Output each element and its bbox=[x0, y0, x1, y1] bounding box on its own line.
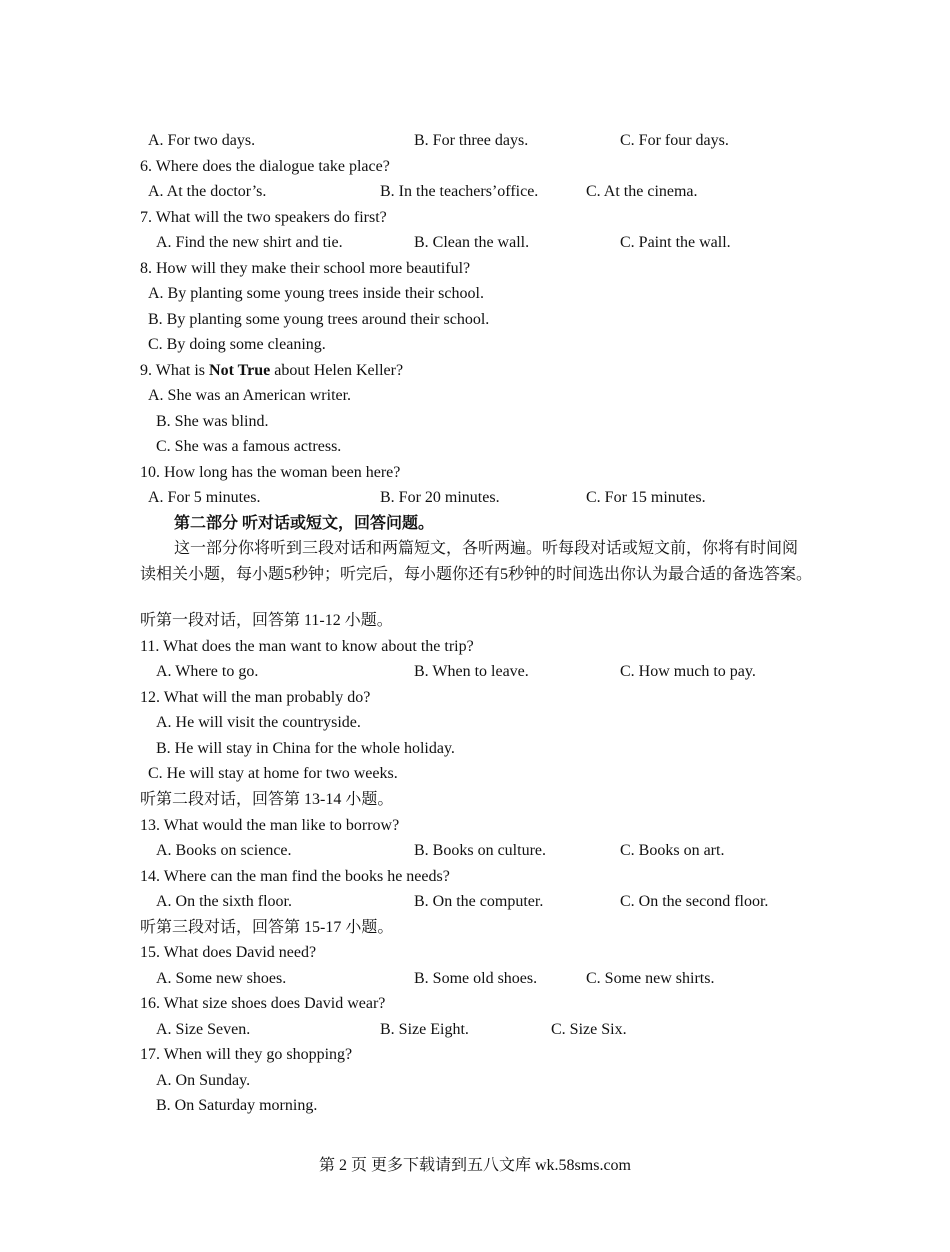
question-13: 13. What would the man like to borrow? bbox=[140, 817, 400, 834]
question-17-option-b: B. On Saturday morning. bbox=[156, 1097, 318, 1114]
question-8-option-b: B. By planting some young trees around their school. bbox=[148, 311, 490, 328]
dialogue-1-intro: 听第一段对话，回答第 11-12 小题。 bbox=[140, 612, 393, 629]
question-17-option-a: A. On Sunday. bbox=[156, 1072, 251, 1089]
question-13-options bbox=[140, 841, 820, 861]
question-12-option-b: B. He will stay in China for the whole holiday. bbox=[156, 740, 455, 757]
dialogue-3-intro: 听第三段对话，回答第 15-17 小题。 bbox=[140, 919, 394, 936]
question-6: 6. Where does the dialogue take place? bbox=[140, 158, 390, 175]
question-15: 15. What does David need? bbox=[140, 944, 317, 961]
option-b: B. For three days. bbox=[414, 132, 529, 149]
question-9-suffix: about Helen Keller? bbox=[270, 362, 404, 379]
question-9-option-c: C. She was a famous actress. bbox=[156, 438, 342, 455]
option-a: A. At the doctor’s. bbox=[148, 183, 267, 200]
option-a: A. For 5 minutes. bbox=[148, 489, 261, 506]
question-7-options bbox=[140, 233, 820, 253]
option-a: A. Some new shoes. bbox=[156, 970, 287, 987]
option-b: B. Some old shoes. bbox=[414, 970, 538, 987]
question-6-options bbox=[140, 182, 820, 202]
question-17: 17. When will they go shopping? bbox=[140, 1046, 353, 1063]
option-b: B. Books on culture. bbox=[414, 842, 546, 859]
page-footer: 第 2 页 更多下载请到五八文库 wk.58sms.com bbox=[318, 1157, 631, 1174]
option-b: B. In the teachers’office. bbox=[380, 183, 539, 200]
option-a: A. For two days. bbox=[148, 132, 256, 149]
question-10: 10. How long has the woman been here? bbox=[140, 464, 401, 481]
option-a: A. Where to go. bbox=[156, 663, 259, 680]
question-7: 7. What will the two speakers do first? bbox=[140, 209, 387, 226]
question-5-options bbox=[140, 131, 820, 151]
option-a: A. Books on science. bbox=[156, 842, 292, 859]
section-instructions: 这一部分你将听到三段对话和两篇短文，各听两遍。听每段对话或短文前，你将有时间阅读相关小题，每小题5秒钟；听完后，每小题你还有5秒钟的时间选出你认为最合适的备选答案。 bbox=[140, 540, 813, 583]
question-9-prefix: 9. What is bbox=[140, 362, 210, 379]
option-a: A. Size Seven. bbox=[156, 1021, 251, 1038]
option-a: A. On the sixth floor. bbox=[156, 893, 292, 910]
question-9-option-a: A. She was an American writer. bbox=[148, 387, 352, 404]
question-8: 8. How will they make their school more beautiful? bbox=[140, 260, 471, 277]
option-a: A. Find the new shirt and tie. bbox=[156, 234, 343, 251]
option-b: B. Size Eight. bbox=[380, 1021, 469, 1038]
question-11-options bbox=[140, 662, 820, 682]
option-b: B. For 20 minutes. bbox=[380, 489, 500, 506]
option-b: B. When to leave. bbox=[414, 663, 529, 680]
option-c: C. How much to pay. bbox=[620, 663, 756, 680]
question-11: 11. What does the man want to know about the trip? bbox=[140, 638, 474, 655]
question-8-option-c: C. By doing some cleaning. bbox=[148, 336, 326, 353]
question-14: 14. Where can the man find the books he needs? bbox=[140, 868, 450, 885]
question-12-option-a: A. He will visit the countryside. bbox=[156, 714, 361, 731]
option-b: B. On the computer. bbox=[414, 893, 544, 910]
option-c: C. Some new shirts. bbox=[586, 970, 715, 987]
question-12: 12. What will the man probably do? bbox=[140, 689, 371, 706]
question-12-option-c: C. He will stay at home for two weeks. bbox=[148, 765, 398, 782]
question-15-options bbox=[140, 969, 820, 989]
option-c: C. For four days. bbox=[620, 132, 729, 149]
option-c: C. Books on art. bbox=[620, 842, 725, 859]
question-10-options bbox=[140, 488, 820, 508]
option-c: C. At the cinema. bbox=[586, 183, 698, 200]
option-c: C. For 15 minutes. bbox=[586, 489, 706, 506]
option-c: C. Size Six. bbox=[551, 1021, 627, 1038]
question-9-emphasis: Not True bbox=[209, 362, 271, 379]
question-14-options bbox=[140, 892, 820, 912]
question-16-options bbox=[140, 1020, 820, 1040]
option-c: C. On the second floor. bbox=[620, 893, 769, 910]
section-heading: 第二部分 听对话或短文，回答问题。 bbox=[174, 515, 435, 532]
dialogue-2-intro: 听第二段对话，回答第 13-14 小题。 bbox=[140, 791, 394, 808]
option-b: B. Clean the wall. bbox=[414, 234, 530, 251]
question-8-option-a: A. By planting some young trees inside their school. bbox=[148, 285, 484, 302]
question-9 bbox=[140, 361, 403, 381]
question-16: 16. What size shoes does David wear? bbox=[140, 995, 386, 1012]
option-c: C. Paint the wall. bbox=[620, 234, 731, 251]
question-9-option-b: B. She was blind. bbox=[156, 413, 269, 430]
